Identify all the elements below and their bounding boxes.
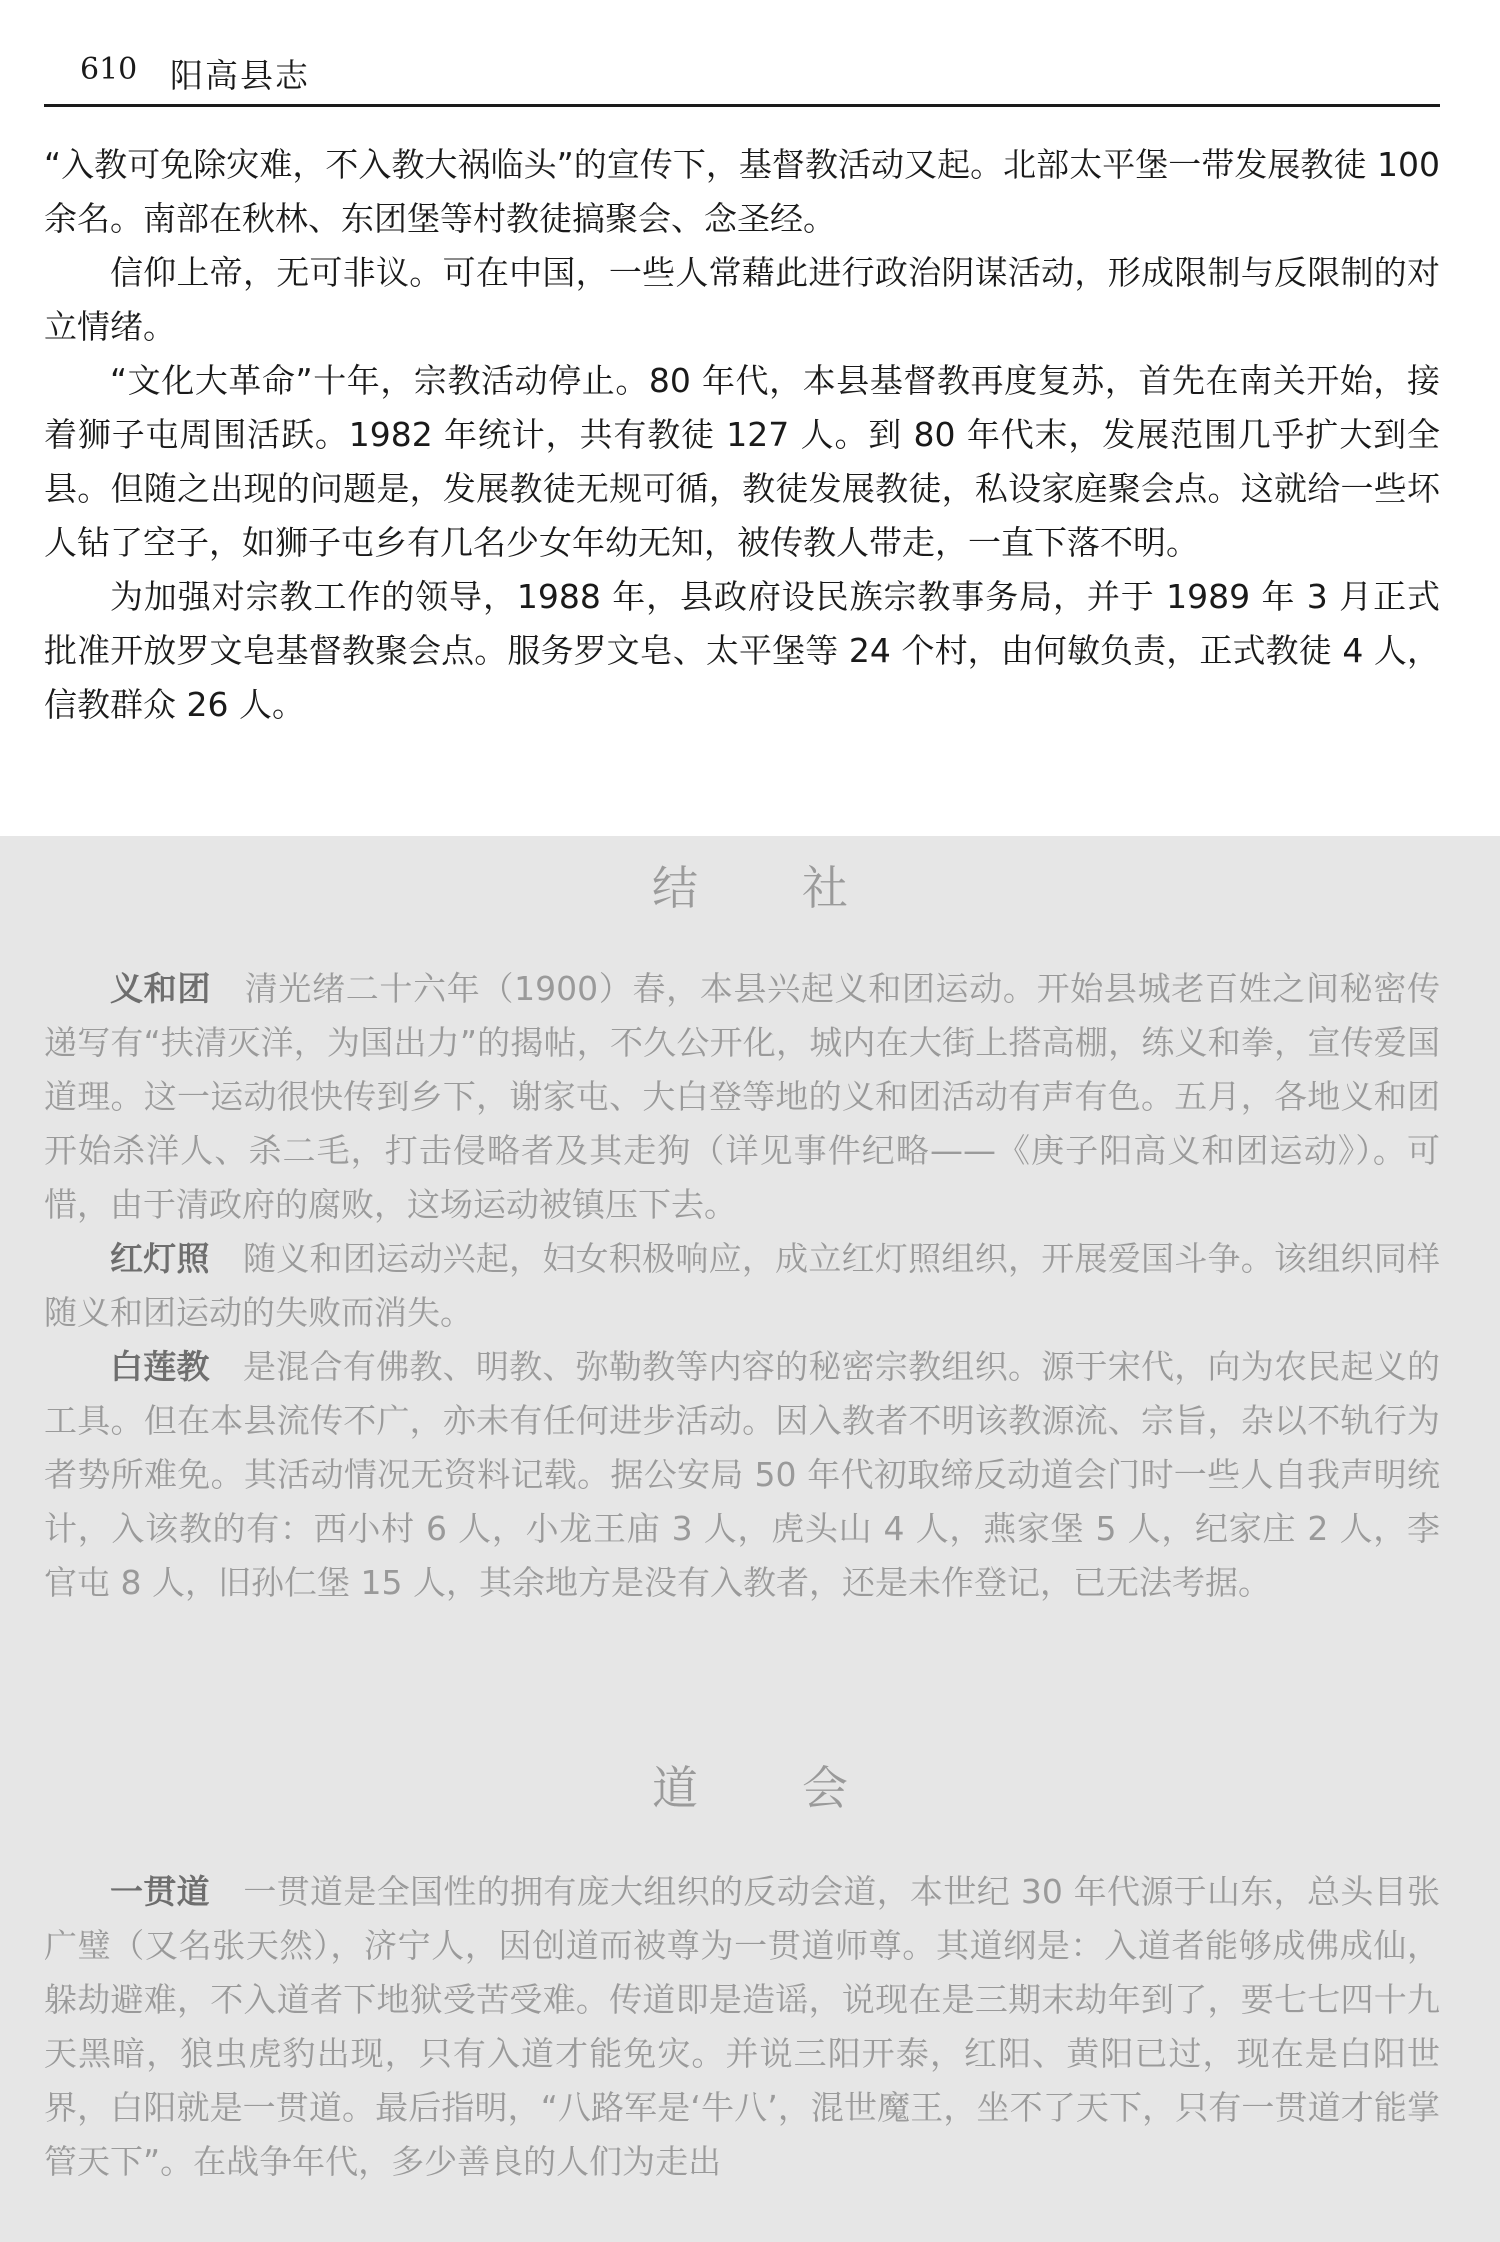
paragraph: 为加强对宗教工作的领导，1988 年，县政府设民族宗教事务局，并于 1989 年 3 月正式批准开放罗文皂基督教聚会点。服务罗文皂、太平堡等 24 个村，由何敏负责，正式教徒 4 人，信教群众 26 人。 (44, 577, 1440, 724)
entry-term: 一贯道 (110, 1872, 211, 1911)
entry-text: 随义和团运动兴起，妇女积极响应，成立红灯照组织，开展爱国斗争。该组织同样随义和团运动的失败而消失。 (44, 1239, 1441, 1332)
entry-yiguandao (44, 1865, 1440, 2189)
entry-text: 一贯道是全国性的拥有庞大组织的反动会道，本世纪 30 年代源于山东，总头目张广璧（又名张天然），济宁人，因创道而被尊为一贯道师尊。其道纲是：入道者能够成佛成仙，躲劫避难，不入道者下地狱受苦受难。传道即是造谣，说现在是三期末劫年到了，要七七四十九天黑暗，狼虫虎豹出现，只有入道才能免灾。并说三阳开泰，红阳、黄阳已过，现在是白阳世界，白阳就是一贯道。最后指明，“八路军是‘牛八’，混世魔王，坐不了天下，只有一贯道才能掌管天下”。在战争年代，多少善良的人们为走出 (44, 1872, 1441, 2181)
intro-text (44, 138, 1440, 732)
section-jieshe-text (44, 962, 1440, 1610)
section-title-daohui: 道会 (652, 1761, 952, 1815)
entry-term: 白莲教 (110, 1347, 210, 1386)
paragraph: 信仰上帝，无可非议。可在中国，一些人常藉此进行政治阴谋活动，形成限制与反限制的对立情绪。 (44, 253, 1440, 346)
book-title: 阳高县志 (170, 56, 310, 95)
entry-yihetuan (44, 962, 1440, 1232)
page-header (44, 44, 1440, 107)
entry-bailianjiao (44, 1340, 1440, 1610)
paragraph: “文化大革命”十年，宗教活动停止。80 年代，本县基督教再度复苏，首先在南关开始，接着狮子屯周围活跃。1982 年统计，共有教徒 127 人。到 80 年代末，发展范围几乎扩大到全县。但随之出现的问题是，发展教徒无规可循，教徒发展教徒，私设家庭聚会点。这就给一些坏人钻了空子，如狮子屯乡有几名少女年幼无知，被传教人带走，一直下落不明。 (44, 361, 1440, 562)
entry-term: 义和团 (110, 969, 212, 1008)
entry-term: 红灯照 (110, 1239, 210, 1278)
page-number: 610 (80, 52, 138, 87)
section-daohui-text (44, 1865, 1440, 2189)
paragraph: “入教可免除灾难，不入教大祸临头”的宣传下，基督教活动又起。北部太平堡一带发展教徒 100 余名。南部在秋林、东团堡等村教徒搞聚会、念圣经。 (44, 145, 1440, 238)
section-title-jieshe: 结社 (652, 861, 952, 915)
entry-hongdengzhao (44, 1232, 1440, 1340)
entry-text: 是混合有佛教、明教、弥勒教等内容的秘密宗教组织。源于宋代，向为农民起义的工具。但在本县流传不广，亦未有任何进步活动。因入教者不明该教源流、宗旨，杂以不轨行为者势所难免。其活动情况无资料记载。据公安局 50 年代初取缔反动道会门时一些人自我声明统计，入该教的有：西小村 6 人，小龙王庙 3 人，虎头山 4 人，燕家堡 5 人，纪家庄 2 人，李官屯 8 人，旧孙仁堡 15 人，其余地方是没有入教者，还是未作登记，已无法考据。 (44, 1347, 1441, 1602)
entry-text: 清光绪二十六年（1900）春，本县兴起义和团运动。开始县城老百姓之间秘密传递写有“扶清灭洋，为国出力”的揭帖，不久公开化，城内在大街上搭高棚，练义和拳，宣传爱国道理。这一运动很快传到乡下，谢家屯、大白登等地的义和团活动有声有色。五月，各地义和团开始杀洋人、杀二毛，打击侵略者及其走狗（详见事件纪略——《庚子阳高义和团运动》）。可惜，由于清政府的腐败，这场运动被镇压下去。 (44, 969, 1441, 1224)
